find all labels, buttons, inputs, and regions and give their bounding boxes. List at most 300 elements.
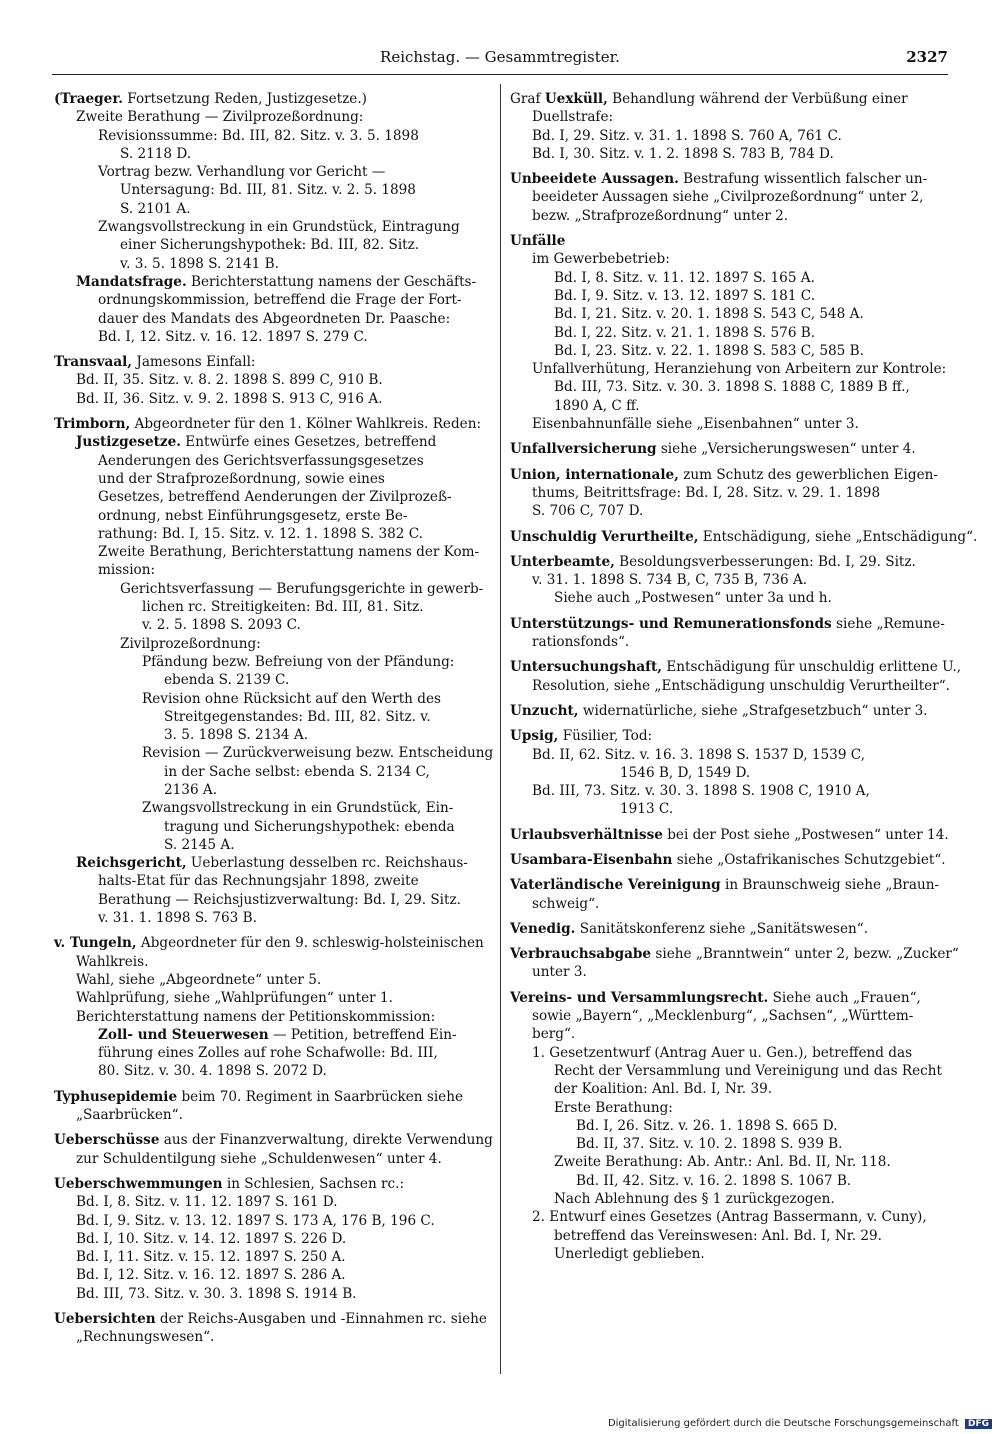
entry-line bbox=[510, 1135, 950, 1153]
entry-text: Revision — Zurückverweisung bezw. Entscheidung bbox=[142, 745, 494, 762]
index-entry bbox=[54, 934, 490, 1080]
entry-text: Revisionssumme: Bd. III, 82. Sitz. v. 3. 5. 1898 bbox=[98, 127, 419, 144]
entry-line bbox=[510, 658, 962, 676]
entry-text: Besoldungsverbesserungen: Bd. I, 29. Sitz. bbox=[614, 553, 916, 570]
entry-text: Bd. II, 35. Sitz. v. 8. 2. 1898 S. 899 C, 910 B. bbox=[76, 372, 383, 389]
entry-text: Bd. I, 30. Sitz. v. 1. 2. 1898 S. 783 B, 784 D. bbox=[532, 145, 834, 162]
entry-text: v. 2. 5. 1898 S. 2093 C. bbox=[142, 617, 301, 634]
entry-text: zur Schuldentilgung siehe „Schuldenwesen“ unter 4. bbox=[76, 1150, 442, 1167]
entry-text: Vortrag bezw. Verhandlung vor Gericht — bbox=[98, 164, 386, 181]
index-entry bbox=[54, 1310, 490, 1347]
entry-text: Behandlung während der Verbüßung einer bbox=[607, 91, 908, 107]
entry-line bbox=[510, 826, 950, 844]
entry-lemma: Untersuchungshaft, bbox=[510, 659, 663, 676]
entry-line bbox=[54, 989, 490, 1007]
entry-line bbox=[510, 1172, 950, 1190]
index-entry bbox=[510, 440, 950, 458]
entry-line bbox=[54, 953, 490, 971]
entry-lemma: Urlaubsverhältnisse bbox=[510, 826, 663, 843]
entry-lemma: Unbeeidete Aussagen. bbox=[510, 171, 679, 188]
entry-text: aus der Finanzverwaltung, direkte Verwendung bbox=[159, 1132, 493, 1149]
entry-line bbox=[510, 1208, 950, 1226]
entry-text: Berathung — Reichsjustizverwaltung: Bd. I, 29. Sitz. bbox=[98, 891, 461, 908]
entry-text: im Gewerbebetrieb: bbox=[532, 251, 670, 268]
entry-text: v. 31. 1. 1898 S. 763 B. bbox=[98, 910, 257, 927]
entry-text: berg“. bbox=[532, 1026, 576, 1043]
entry-line bbox=[510, 502, 950, 520]
entry-lemma: Venedig. bbox=[510, 920, 576, 937]
entry-text: „Rechnungswesen“. bbox=[76, 1329, 215, 1346]
index-entry bbox=[510, 528, 978, 546]
entry-text: „Saarbrücken“. bbox=[76, 1107, 183, 1124]
entry-line bbox=[510, 170, 950, 188]
entry-lemma: Reichsgericht, bbox=[76, 855, 187, 872]
entry-line bbox=[510, 305, 950, 323]
entry-text: Bd. II, 42. Sitz. v. 16. 2. 1898 S. 1067 B. bbox=[576, 1172, 852, 1189]
entry-text: Bd. I, 10. Sitz. v. 14. 12. 1897 S. 226 D. bbox=[76, 1230, 347, 1247]
entry-line bbox=[510, 528, 978, 546]
entry-text: Bd. I, 26. Sitz. v. 26. 1. 1898 S. 665 D. bbox=[576, 1117, 838, 1134]
entry-line bbox=[510, 589, 950, 607]
entry-line bbox=[54, 1328, 490, 1346]
entry-text: schweig“. bbox=[532, 895, 600, 912]
entry-text: Zweite Berathung — Zivilprozeßordnung: bbox=[76, 109, 364, 126]
entry-text: Nach Ablehnung des § 1 zurückgezogen. bbox=[554, 1191, 835, 1208]
entry-text: Siehe auch „Postwesen“ unter 3a und h. bbox=[554, 590, 832, 607]
entry-text: Bd. III, 73. Sitz. v. 30. 3. 1898 S. 1908 C, 1910 A, bbox=[532, 783, 870, 800]
entry-text: Revision ohne Rücksicht auf den Werth des bbox=[142, 690, 441, 707]
entry-line bbox=[54, 653, 490, 671]
entry-line bbox=[54, 1131, 493, 1149]
entry-line bbox=[54, 1310, 490, 1328]
entry-text: 2136 A. bbox=[164, 781, 218, 798]
entry-text: Zivilprozeßordnung: bbox=[120, 635, 261, 652]
entry-line bbox=[510, 440, 950, 458]
entry-text: Streitgegenstandes: Bd. III, 82. Sitz. v. bbox=[164, 708, 431, 725]
entry-line bbox=[54, 145, 490, 163]
entry-text: 1913 C. bbox=[620, 801, 674, 818]
entry-line bbox=[510, 963, 950, 981]
entry-text: Aenderungen des Gerichtsverfassungsgesetzes bbox=[98, 452, 424, 469]
entry-lemma: Uexküll, bbox=[544, 91, 608, 107]
entry-line bbox=[54, 836, 490, 854]
entry-line bbox=[54, 854, 490, 872]
entry-lemma: Upsig, bbox=[510, 728, 559, 745]
entry-line bbox=[54, 909, 490, 927]
entry-line bbox=[54, 934, 490, 952]
entry-line bbox=[54, 708, 490, 726]
entry-line bbox=[54, 108, 490, 126]
entry-text: Gerichtsverfassung — Berufungsgerichte in gewerb- bbox=[120, 580, 484, 597]
entry-text: beeideter Aussagen siehe „Civilprozeßordnung“ unter 2, bbox=[532, 189, 924, 206]
entry-line bbox=[510, 1044, 950, 1062]
entry-text: S. 2118 D. bbox=[120, 145, 192, 162]
entry-text: 1890 A, C ff. bbox=[554, 397, 640, 414]
entry-lemma: Unterstützungs- und Remunerationsfonds bbox=[510, 615, 832, 632]
entry-text: Abgeordneter für den 1. Kölner Wahlkreis. Reden: bbox=[130, 416, 482, 433]
entry-line bbox=[510, 746, 950, 764]
entry-lemma: Unzucht, bbox=[510, 702, 579, 719]
entry-line bbox=[54, 218, 490, 236]
entry-text: rationsfonds“. bbox=[532, 634, 630, 651]
entry-text: siehe „Versicherungswesen“ unter 4. bbox=[656, 441, 916, 458]
entry-line bbox=[510, 342, 950, 360]
entry-text: Siehe auch „Frauen“, bbox=[768, 989, 921, 1006]
entry-lemma: Unfälle bbox=[510, 233, 566, 250]
entry-lemma: Unfallversicherung bbox=[510, 441, 657, 458]
entry-line bbox=[54, 872, 490, 890]
index-entry bbox=[54, 1131, 493, 1168]
index-entry bbox=[510, 232, 950, 433]
entry-text: Bd. I, 12. Sitz. v. 16. 12. 1897 S. 279 C. bbox=[98, 328, 368, 345]
index-entry bbox=[54, 1175, 490, 1303]
entry-line bbox=[510, 989, 950, 1007]
entry-line bbox=[510, 1062, 950, 1080]
entry-text: Recht der Versammlung und Vereinigung und das Recht bbox=[554, 1062, 942, 1079]
entry-text: zum Schutz des gewerblichen Eigen- bbox=[678, 466, 938, 483]
entry-text: ordnung, nebst Einführungsgesetz, erste Be- bbox=[98, 507, 408, 524]
entry-line bbox=[510, 1153, 950, 1171]
entry-line bbox=[510, 188, 950, 206]
entry-lemma: Zoll- und Steuerwesen bbox=[98, 1026, 269, 1043]
entry-line bbox=[54, 580, 490, 598]
entry-text: ebenda S. 2139 C. bbox=[164, 672, 290, 689]
entry-text: führung eines Zolles auf rohe Schafwolle: Bd. III, bbox=[98, 1045, 438, 1062]
entry-line bbox=[54, 616, 490, 634]
entry-text: bei der Post siehe „Postwesen“ unter 14. bbox=[662, 826, 949, 843]
entry-lemma: Unschuldig Verurtheilte, bbox=[510, 528, 699, 545]
entry-text: S. 2145 A. bbox=[164, 836, 235, 853]
entry-line bbox=[510, 232, 950, 250]
entry-line bbox=[54, 1266, 490, 1284]
entry-line bbox=[54, 671, 490, 689]
entry-text: Füsilier, Tod: bbox=[558, 728, 653, 745]
entry-line bbox=[510, 782, 950, 800]
entry-line bbox=[54, 781, 490, 799]
entry-text: Bd. I, 8. Sitz. v. 11. 12. 1897 S. 165 A. bbox=[554, 269, 815, 286]
entry-line bbox=[510, 615, 950, 633]
entry-text: Bd. I, 11. Sitz. v. 15. 12. 1897 S. 250 A. bbox=[76, 1249, 346, 1266]
entry-text: Wahlprüfung, siehe „Wahlprüfungen“ unter 1. bbox=[76, 990, 393, 1007]
right-column bbox=[510, 90, 978, 1270]
entry-text: sowie „Bayern“, „Mecklenburg“, „Sachsen“, „Württem- bbox=[532, 1008, 914, 1025]
entry-text: der Reichs-Ausgaben und -Einnahmen rc. siehe bbox=[155, 1311, 487, 1327]
entry-text: betreffend das Vereinswesen: Anl. Bd. I, Nr. 29. bbox=[554, 1227, 882, 1244]
index-entry bbox=[510, 658, 962, 695]
entry-line bbox=[510, 851, 950, 869]
entry-line bbox=[54, 891, 490, 909]
entry-text: — Petition, betreffend Ein- bbox=[268, 1026, 457, 1043]
entry-line bbox=[510, 127, 950, 145]
entry-line bbox=[510, 207, 950, 225]
entry-line bbox=[510, 1007, 950, 1025]
entry-line bbox=[54, 690, 490, 708]
entry-line bbox=[54, 200, 490, 218]
entry-text: mission: bbox=[98, 562, 156, 579]
entry-line bbox=[54, 1088, 490, 1106]
index-entry bbox=[510, 553, 950, 608]
entry-text: Fortsetzung Reden, Justizgesetze.) bbox=[122, 91, 367, 107]
entry-text: ordnungskommission, betreffend die Frage der Fort- bbox=[98, 292, 462, 309]
entry-text: 80. Sitz. v. 30. 4. 1898 S. 2072 D. bbox=[98, 1063, 327, 1080]
entry-line bbox=[510, 360, 950, 378]
entry-text: Entschädigung, siehe „Entschädigung“. bbox=[698, 528, 978, 545]
entry-text: widernatürliche, siehe „Strafgesetzbuch“ unter 3. bbox=[578, 702, 928, 719]
entry-line bbox=[54, 371, 490, 389]
entry-line bbox=[54, 1230, 490, 1248]
entry-line bbox=[54, 1008, 490, 1026]
entry-text: 1. Gesetzentwurf (Antrag Auer u. Gen.), betreffend das bbox=[532, 1044, 913, 1061]
entry-line bbox=[54, 763, 490, 781]
entry-line bbox=[54, 507, 490, 525]
entry-line bbox=[510, 250, 950, 268]
index-entry bbox=[510, 702, 950, 720]
entry-text: der Koalition: Anl. Bd. I, Nr. 39. bbox=[554, 1081, 773, 1098]
index-entry bbox=[54, 353, 490, 408]
entry-line bbox=[510, 397, 950, 415]
index-entry bbox=[510, 920, 950, 938]
entry-text: Bestrafung wissentlich falscher un- bbox=[678, 171, 928, 188]
entry-line bbox=[54, 744, 494, 762]
entry-line bbox=[510, 108, 950, 126]
entry-text: Wahlkreis. bbox=[76, 953, 149, 970]
entry-text: Berichterstattung namens der Geschäfts- bbox=[186, 273, 477, 290]
entry-line bbox=[54, 525, 490, 543]
entry-line bbox=[54, 1193, 490, 1211]
entry-line bbox=[54, 1062, 490, 1080]
entry-line bbox=[54, 328, 490, 346]
entry-line bbox=[54, 273, 490, 291]
entry-text: Bd. II, 62. Sitz. v. 16. 3. 1898 S. 1537 D, 1539 C, bbox=[532, 746, 866, 763]
entry-text: Bd. I, 21. Sitz. v. 20. 1. 1898 S. 543 C, 548 A. bbox=[554, 306, 864, 323]
entry-text: Zwangsvollstreckung in ein Grundstück, Eintragung bbox=[98, 219, 460, 236]
entry-text: Bd. II, 36. Sitz. v. 9. 2. 1898 S. 913 C, 916 A. bbox=[76, 390, 383, 407]
entry-text: siehe „Ostafrikanisches Schutzgebiet“. bbox=[672, 851, 946, 868]
entry-line bbox=[510, 633, 950, 651]
entry-line bbox=[510, 920, 950, 938]
entry-lemma: v. Tungeln, bbox=[54, 935, 137, 952]
entry-text: einer Sicherungshypothek: Bd. III, 82. Sitz. bbox=[120, 237, 420, 254]
entry-text: Bd. III, 73. Sitz. v. 30. 3. 1898 S. 1888 C, 1889 B ff., bbox=[554, 379, 910, 396]
entry-text: S. 2101 A. bbox=[120, 200, 191, 217]
entry-prefix: Graf bbox=[510, 91, 545, 107]
entry-text: Berichterstattung namens der Petitionskommission: bbox=[76, 1008, 436, 1025]
entry-text: Bd. II, 37. Sitz. v. 10. 2. 1898 S. 939 B. bbox=[576, 1136, 843, 1153]
dfg-logo: DFG bbox=[965, 1419, 992, 1429]
entry-line bbox=[54, 415, 490, 433]
index-entry bbox=[54, 90, 490, 346]
entry-line bbox=[510, 1190, 950, 1208]
entry-lemma: Transvaal, bbox=[54, 354, 133, 371]
entry-text: Unerledigt geblieben. bbox=[554, 1245, 705, 1262]
entry-line bbox=[510, 571, 950, 589]
entry-text: unter 3. bbox=[532, 964, 587, 981]
index-entry bbox=[510, 826, 950, 844]
entry-text: Sanitätskonferenz siehe „Sanitätswesen“. bbox=[575, 920, 869, 937]
entry-line bbox=[54, 598, 490, 616]
entry-text: S. 706 C, 707 D. bbox=[532, 503, 644, 520]
index-entry bbox=[54, 1088, 490, 1125]
index-entry bbox=[510, 989, 950, 1263]
entry-text: thums, Beitrittsfrage: Bd. I, 28. Sitz. v. 29. 1. 1898 bbox=[532, 484, 881, 501]
entry-line bbox=[54, 561, 490, 579]
entry-text: in der Sache selbst: ebenda S. 2134 C, bbox=[164, 763, 430, 780]
entry-line bbox=[510, 324, 950, 342]
entry-text: dauer des Mandats des Abgeordneten Dr. Paasche: bbox=[98, 310, 451, 327]
entry-line bbox=[54, 1106, 490, 1124]
entry-line bbox=[510, 727, 950, 745]
entry-text: siehe „Branntwein“ unter 2, bezw. „Zucker“ bbox=[651, 946, 959, 963]
entry-text: bezw. „Strafprozeßordnung“ unter 2. bbox=[532, 207, 789, 224]
entry-text: Bd. I, 22. Sitz. v. 21. 1. 1898 S. 576 B. bbox=[554, 324, 816, 341]
entry-text: Abgeordneter für den 9. schleswig-holsteinischen bbox=[136, 935, 484, 952]
entry-lemma: Verbrauchsabgabe bbox=[510, 946, 652, 963]
entry-line bbox=[54, 291, 490, 309]
entry-lemma: Union, internationale, bbox=[510, 466, 679, 483]
entry-lemma: Mandatsfrage. bbox=[76, 273, 187, 290]
entry-lemma: Unterbeamte, bbox=[510, 553, 615, 570]
entry-text: in Schlesien, Sachsen rc.: bbox=[222, 1175, 405, 1192]
entry-line bbox=[510, 764, 950, 782]
entry-text: Eisenbahnunfälle siehe „Eisenbahnen“ unter 3. bbox=[532, 416, 859, 433]
entry-text: 3. 5. 1898 S. 2134 A. bbox=[164, 727, 309, 744]
entry-text: siehe „Remune- bbox=[831, 615, 945, 632]
entry-text: 2. Entwurf eines Gesetzes (Antrag Bassermann, v. Cuny), bbox=[532, 1209, 927, 1226]
entry-line bbox=[510, 702, 950, 720]
entry-lemma: Vereins- und Versammlungsrecht. bbox=[510, 989, 769, 1006]
entry-line bbox=[54, 1285, 490, 1303]
entry-line bbox=[54, 236, 490, 254]
entry-text: Pfändung bezw. Befreiung von der Pfändung: bbox=[142, 653, 455, 670]
entry-line bbox=[510, 378, 950, 396]
entry-line bbox=[510, 1025, 950, 1043]
entry-line bbox=[54, 1175, 490, 1193]
entry-line bbox=[54, 353, 490, 371]
entry-lemma: Uebersichten bbox=[54, 1311, 156, 1327]
entry-lemma: Justizgesetze. bbox=[76, 434, 181, 451]
entry-line bbox=[510, 1227, 950, 1245]
entry-text: Bd. I, 29. Sitz. v. 31. 1. 1898 S. 760 A, 761 C. bbox=[532, 127, 842, 144]
entry-line bbox=[510, 145, 950, 163]
entry-text: Zweite Berathung, Berichterstattung namens der Kom- bbox=[98, 544, 480, 561]
entry-line bbox=[54, 452, 490, 470]
footer-text: Digitalisierung gefördert durch die Deutsche Forschungsgemeinschaft bbox=[607, 1418, 959, 1429]
entry-text: Bd. I, 8. Sitz. v. 11. 12. 1897 S. 161 D. bbox=[76, 1194, 338, 1211]
entry-lemma: Typhusepidemie bbox=[54, 1088, 178, 1105]
index-entry bbox=[510, 170, 950, 225]
entry-text: Duellstrafe: bbox=[532, 109, 614, 126]
entry-line bbox=[54, 1150, 490, 1168]
entry-line bbox=[54, 310, 490, 328]
entry-line bbox=[510, 466, 950, 484]
entry-line bbox=[54, 255, 490, 273]
entry-text: Bd. III, 73. Sitz. v. 30. 3. 1898 S. 1914 B. bbox=[76, 1285, 357, 1302]
entry-line bbox=[54, 181, 490, 199]
entry-line bbox=[510, 677, 950, 695]
entry-line bbox=[54, 390, 490, 408]
index-entry bbox=[510, 615, 950, 652]
footer-credit bbox=[608, 1418, 992, 1429]
index-entry bbox=[510, 851, 950, 869]
index-entry bbox=[510, 876, 950, 913]
entry-line bbox=[510, 415, 950, 433]
entry-text: Resolution, siehe „Entschädigung unschuldig Verurtheilter“. bbox=[532, 677, 950, 694]
entry-text: Erste Berathung: bbox=[554, 1099, 673, 1116]
column-divider bbox=[500, 84, 501, 1374]
entry-line bbox=[510, 876, 950, 894]
entry-text: halts-Etat für das Rechnungsjahr 1898, zweite bbox=[98, 873, 419, 890]
index-entry bbox=[510, 727, 950, 818]
entry-text: Gesetzes, betreffend Aenderungen der Zivilprozeß- bbox=[98, 489, 452, 506]
entry-text: Jamesons Einfall: bbox=[132, 354, 256, 371]
running-title: Reichstag. — Gesammtregister. bbox=[380, 48, 620, 66]
entry-lemma: (Traeger. bbox=[54, 91, 123, 107]
entry-line bbox=[510, 945, 959, 963]
entry-line bbox=[54, 1212, 490, 1230]
entry-line bbox=[510, 553, 950, 571]
entry-line bbox=[54, 1044, 490, 1062]
entry-lemma: Vaterländische Vereinigung bbox=[510, 877, 721, 894]
entry-lemma: Trimborn, bbox=[54, 416, 131, 433]
entry-line bbox=[510, 269, 950, 287]
entry-line bbox=[54, 90, 490, 108]
page-number: 2327 bbox=[906, 48, 948, 66]
entry-line bbox=[54, 488, 490, 506]
entry-text: v. 31. 1. 1898 S. 734 B, C, 735 B, 736 A. bbox=[532, 572, 808, 589]
entry-lemma: Ueberschüsse bbox=[54, 1132, 160, 1149]
entry-text: Entwürfe eines Gesetzes, betreffend bbox=[180, 434, 437, 451]
entry-line bbox=[510, 1245, 950, 1263]
entry-text: Zweite Berathung: Ab. Antr.: Anl. Bd. II, Nr. 118. bbox=[554, 1154, 891, 1171]
entry-text: Bd. I, 9. Sitz. v. 13. 12. 1897 S. 173 A, 176 B, 196 C. bbox=[76, 1212, 435, 1229]
index-entry bbox=[510, 466, 950, 521]
entry-lemma: Usambara-Eisenbahn bbox=[510, 851, 673, 868]
entry-line bbox=[54, 127, 490, 145]
page-header bbox=[52, 44, 948, 75]
entry-line bbox=[510, 1099, 950, 1117]
entry-text: und der Strafprozeßordnung, sowie eines bbox=[98, 470, 385, 487]
index-entry bbox=[510, 90, 950, 163]
entry-text: Ueberlastung desselben rc. Reichshaus- bbox=[186, 855, 468, 872]
entry-line bbox=[54, 433, 490, 451]
entry-text: lichen rc. Streitigkeiten: Bd. III, 81. Sitz. bbox=[142, 599, 424, 616]
entry-line bbox=[54, 726, 490, 744]
entry-text: tragung und Sicherungshypothek: ebenda bbox=[164, 818, 455, 835]
entry-text: 1546 B, D, 1549 D. bbox=[620, 764, 751, 781]
entry-line bbox=[54, 543, 490, 561]
entry-line bbox=[510, 1117, 950, 1135]
entry-line bbox=[54, 799, 490, 817]
entry-lemma: Ueberschwemmungen bbox=[54, 1175, 223, 1192]
entry-line bbox=[54, 1026, 490, 1044]
entry-line bbox=[510, 895, 950, 913]
left-column bbox=[54, 90, 494, 1354]
entry-line bbox=[510, 1080, 950, 1098]
entry-text: Wahl, siehe „Abgeordnete“ unter 5. bbox=[76, 971, 322, 988]
entry-line bbox=[510, 90, 950, 108]
entry-line bbox=[510, 800, 950, 818]
entry-line bbox=[54, 1248, 490, 1266]
entry-text: Entschädigung für unschuldig erlittene U., bbox=[662, 659, 962, 676]
entry-line bbox=[510, 287, 950, 305]
entry-line bbox=[54, 470, 490, 488]
entry-text: Zwangsvollstreckung in ein Grundstück, Ein- bbox=[142, 800, 454, 817]
entry-line bbox=[54, 971, 490, 989]
entry-text: v. 3. 5. 1898 S. 2141 B. bbox=[120, 255, 279, 272]
index-entry bbox=[54, 415, 494, 927]
entry-text: rathung: Bd. I, 15. Sitz. v. 12. 1. 1898 S. 382 C. bbox=[98, 525, 423, 542]
entry-text: Unfallverhütung, Heranziehung von Arbeitern zur Kontrole: bbox=[532, 361, 947, 378]
